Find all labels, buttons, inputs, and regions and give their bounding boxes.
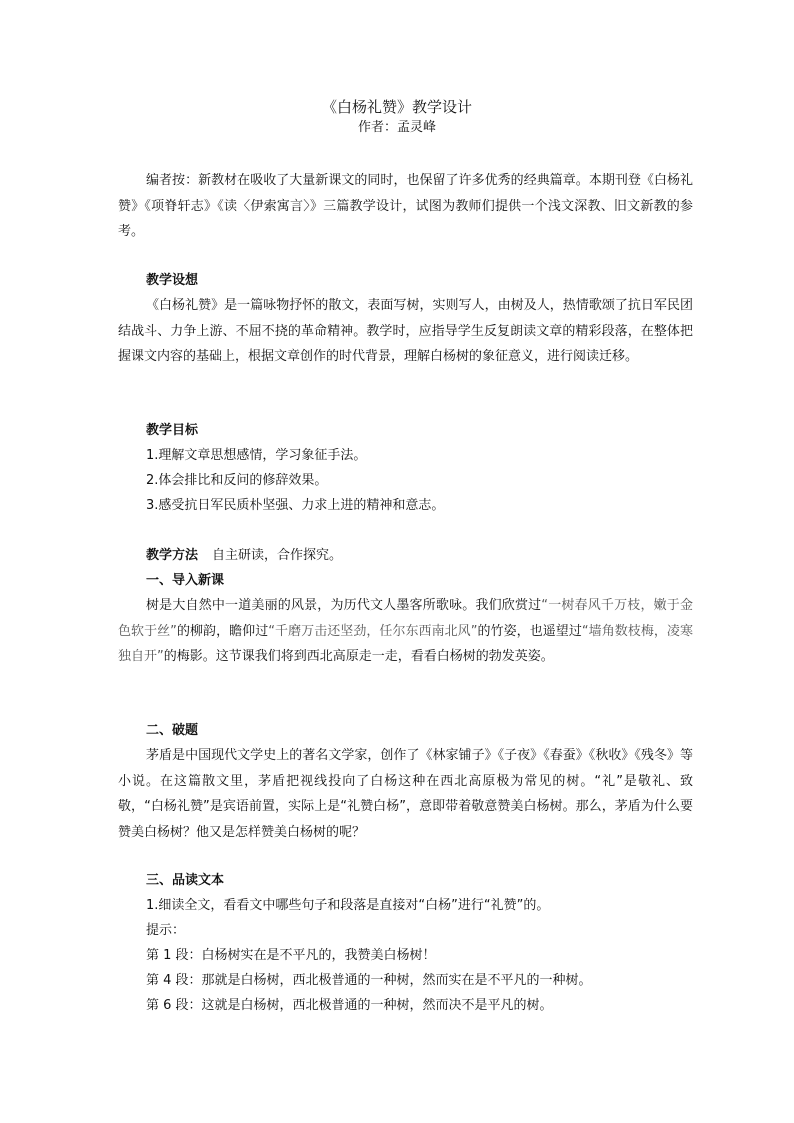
page-title: 《白杨礼赞》教学设计 (321, 98, 472, 116)
method-heading: 教学方法 (146, 548, 199, 563)
goal-item-3: 3.感受抗日军民质朴坚强、力求上进的精神和意志。 (146, 498, 445, 513)
section3-line-4: 第 4 段：那就是白杨树，西北极普通的一种树，然而实在是不平凡的一种树。 (146, 973, 592, 988)
section1-quote-plum: “墙角数枝梅，凌寒独自开” (118, 623, 693, 664)
method-line (146, 543, 691, 568)
goals-heading: 教学目标 (146, 423, 199, 438)
section3-heading: 三、品读文本 (146, 873, 225, 888)
method-text: 自主研读，合作探究。 (212, 548, 343, 563)
section1-quote-bamboo: “千磨万击还坚劲，任尔东西南北风” (268, 623, 478, 639)
section1-paragraph (118, 593, 693, 670)
author-line: 作者：孟灵峰 (357, 120, 436, 135)
section3-line-1: 1.细读全文，看看文中哪些句子和段落是直接对“白杨”进行“礼赞”的。 (146, 898, 550, 913)
concept-paragraph: 《白杨礼赞》是一篇咏物抒怀的散文，表面写树，实则写人，由树及人，热情歌颂了抗日军民团结战斗、力争上游、不屈不挠的革命精神。教学时，应指导学生反复朗读文章的精彩段落，在整体把握课文内容的基础上，根据文章创作的时代背景，理解白杨树的象征意义，进行阅读迁移。 (118, 298, 693, 364)
section1-heading: 一、导入新课 (146, 573, 225, 588)
section1-text-c: 的竹姿，也遥望过 (477, 623, 582, 639)
section2-paragraph: 茅盾是中国现代文学史上的著名文学家，创作了《林家铺子》《子夜》《春蚕》《秋收》《残冬》等小说。在这篇散文里，茅盾把视线投向了白杨这种在西北高原极为常见的树。“礼”是敬礼、致敬，“白杨礼赞”是宾语前置，实际上是“礼赞白杨”，意即带着敬意赞美白杨树。那么，茅盾为什么要赞美白杨树？他又是怎样赞美白杨树的呢？ (118, 748, 693, 840)
section3-line-5: 第 6 段：这就是白杨树，西北极普通的一种树，然而决不是平凡的树。 (146, 998, 553, 1013)
editor-note-paragraph: 编者按：新教材在吸收了大量新课文的同时，也保留了许多优秀的经典篇章。本期刊登《白杨礼赞》《项脊轩志》《读〈伊索寓言〉》三篇教学设计，试图为教师们提供一个浅文深教、旧文新教的参考。 (118, 173, 693, 239)
goal-item-2: 2.体会排比和反问的修辞效果。 (146, 473, 328, 488)
goal-item-1: 1.理解文章思想感情，学习象征手法。 (146, 448, 367, 463)
concept-heading: 教学设想 (146, 273, 199, 288)
section3-line-2: 提示： (146, 923, 186, 938)
section1-text-b: 的柳韵，瞻仰过 (176, 623, 269, 639)
section1-quote-willow: “一树春风千万枝，嫩于金色软于丝” (118, 598, 693, 639)
section3-line-3: 第 1 段：白杨树实在是不平凡的，我赞美白杨树！ (146, 948, 436, 963)
section1-text-d: 的梅影。这节课我们将到西北高原走一走，看看白杨树的勃发英姿。 (163, 649, 554, 664)
section2-heading: 二、破题 (146, 723, 199, 738)
section1-text-a: 树是大自然中一道美丽的风景，为历代文人墨客所歌咏。我们欣赏过 (146, 598, 542, 613)
